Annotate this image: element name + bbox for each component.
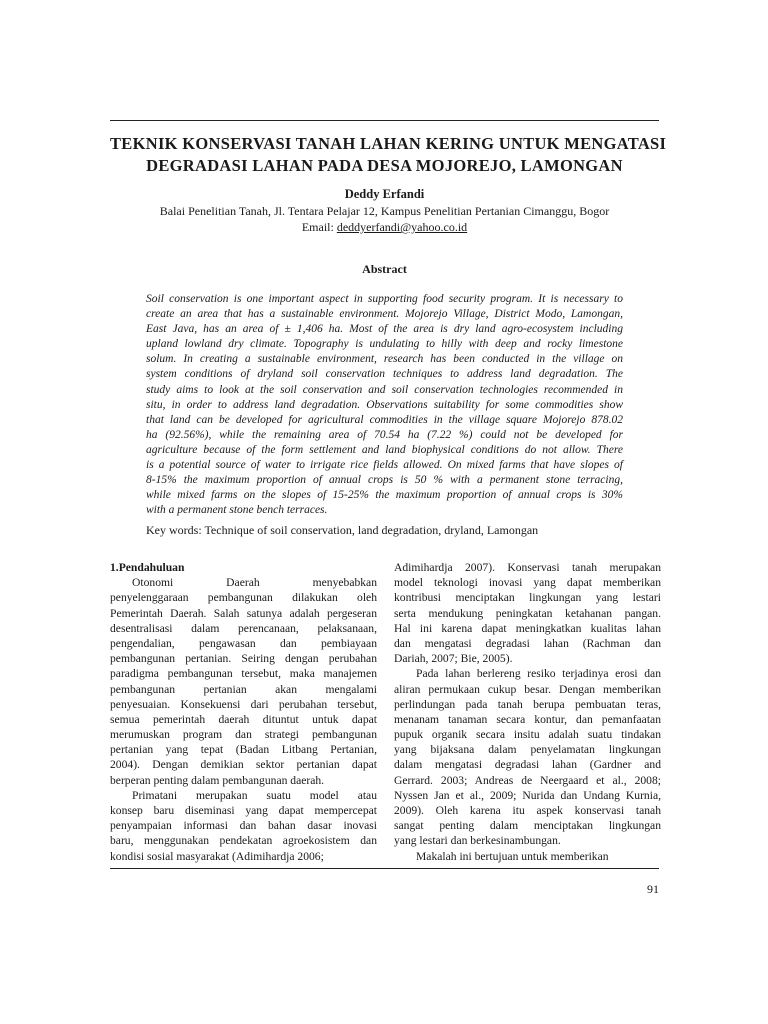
body-line: Gerrard. 2003; Andreas de Neergaard et al., 2008; (394, 773, 661, 787)
right-column (394, 560, 661, 864)
author-affiliation: Balai Penelitian Tanah, Jl. Tentara Pelajar 12, Kampus Penelitian Pertanian Cimanggu, Bogor (159, 204, 610, 218)
paper-title (110, 133, 667, 177)
body-line: pupuk organik secara insitu adalah suatu tindakan (394, 728, 661, 742)
abstract-line: East Java, has an area of ± 1,406 ha. Most of the area is dry land agro-ecosystem including (146, 323, 623, 336)
email-link[interactable]: deddyerfandi@yahoo.co.id (336, 220, 468, 234)
body-line: penyampaian informasi dan bahan dasar inovasi (110, 819, 377, 833)
body-line: berperan penting dalam pembangunan daerah. (110, 773, 325, 787)
body-line: serta mendukung peningkatan ketahanan pangan. (394, 606, 661, 620)
body-line: kondisi sosial masyarakat (Adimihardja 2006; (110, 849, 324, 863)
abstract-line: is a potential source of water to irrigate rice fields allowed. On mixed farms that have slopes of (146, 459, 623, 472)
body-line: baru, menggunakan pendekatan agroekosistem dan (110, 834, 377, 848)
title-line-2: DEGRADASI LAHAN PADA DESA MOJOREJO, LAMONGAN (146, 156, 623, 175)
body-line: model teknologi inovasi yang dapat memberikan (394, 576, 661, 590)
body-line: menanam tanaman secara kontur, dan pemanfaatan (394, 712, 661, 726)
body-line: 2009). Oleh karena itu aspek konservasi tanah (394, 804, 661, 817)
abstract-line: 8-15% the maximum proportion of annual crops is 50 % with a permanent stone terracing, (146, 474, 623, 487)
body-line: kontribusi menciptakan lingkungan yang lestari (394, 591, 661, 605)
section-heading: 1.Pendahuluan (110, 561, 185, 574)
body-line: perlindungan pada tanah berupa pembuatan teras, (394, 697, 661, 711)
abstract-line: create an area that has a sustainable environment. Mojorejo Village, District Modo, Lamongan, (146, 308, 623, 321)
body-line: Pada lahan berlereng resiko terjadinya erosi dan (416, 667, 661, 681)
body-line: penyesuaian. Konsekuensi dari perubahan tersebut, (110, 697, 377, 711)
body-line: pembangunan pertanian akan mengalami (110, 682, 377, 696)
abstract-heading: Abstract (362, 262, 407, 276)
author-email (110, 219, 659, 235)
abstract-line: system conditions of dryland soil conservation techniques to address land degradation. The (146, 368, 623, 381)
body-line: desentralisasi dalam perencanaan, pelaksanaan, (110, 621, 377, 635)
top-rule (110, 120, 659, 121)
body-line: pembangunan pertanian. Seiring dengan perubahan (110, 652, 377, 666)
body-line: konsep baru diseminasi yang dapat mempercepat (110, 804, 377, 817)
abstract-line: situ, in order to address land degradation. Observations suitability for some commodities show (146, 398, 623, 411)
body-line: Adimihardja 2007). Konservasi tanah merupakan (394, 561, 661, 574)
body-line: pengendalian, pengawasan dan pembiayaan (110, 636, 377, 650)
body-line: Nyssen Jan et al., 2009; Nurida dan Undang Kurnia, (394, 788, 661, 802)
abstract-line: with a permanent stone bench terraces. (146, 504, 328, 517)
body-line: 2004). Dengan demikian sektor pertanian dapat (110, 758, 377, 772)
body-line: Otonomi Daerah menyebabkan (132, 576, 377, 590)
body-line: Primatani merupakan suatu model atau (132, 788, 377, 802)
abstract-line: ha (92.56%), while the remaining area of 70.54 ha (7.22 %) could not be developed for (146, 428, 623, 441)
abstract-line: that land can be developed for agricultural commodities in the village square Mojorejo 878.02 (146, 413, 623, 426)
author-name: Deddy Erfandi (344, 187, 425, 201)
keywords: Key words: Technique of soil conservation, land degradation, dryland, Lamongan (146, 523, 539, 537)
left-column (110, 560, 377, 864)
abstract-line: upland lowland dry climate. Topography is undulating to hilly with deep and rocky limestone (146, 338, 623, 351)
abstract-body (146, 292, 623, 518)
body-line: paradigma pembangunan tersebut, maka manajemen (110, 667, 377, 681)
body-line: penyelenggaraan pembangunan dilakukan oleh (110, 591, 377, 605)
body-line: aliran permukaan cukup besar. Dengan memberikan (394, 682, 661, 696)
title-line-1: TEKNIK KONSERVASI TANAH LAHAN KERING UNTUK MENGATASI (110, 134, 667, 153)
body-line: semua pemerintah daerah dituntut untuk dapat (110, 712, 377, 726)
body-line: dalam mengatasi degradasi lahan (Gardner and (394, 758, 661, 772)
bottom-rule (110, 868, 659, 869)
abstract-line: while mixed farms on the slopes of 15-25% the maximum proportion of annual crops is 30% (146, 489, 623, 502)
body-line: Hal ini karena dapat meningkatkan kualitas lahan (394, 621, 661, 635)
body-line: yang lestari dan berkesinambungan. (394, 834, 561, 848)
body-line: dan mengatasi degradasi lahan (Rachman dan (394, 636, 661, 650)
email-label: Email: (301, 220, 334, 234)
body-line: Dariah, 2007; Bie, 2005). (394, 652, 513, 666)
body-line: merumuskan program dan strategi pembangunan (110, 728, 377, 742)
abstract-line: Soil conservation is one important aspect in supporting food security program. It is necessary to (146, 293, 623, 305)
body-line: yang bijaksana dalam penyelamatan lingkungan (394, 743, 661, 757)
abstract-line: agriculture because of the form settlement and land biophysical conditions do not allow. There (146, 443, 623, 456)
body-line: pertanian yang tepat (Badan Litbang Pertanian, (110, 743, 377, 757)
body-line: sangat penting dalam menciptakan lingkungan (394, 819, 661, 833)
abstract-line: study aims to look at the soil conservation and soil conservation technologies recommended in (146, 383, 623, 396)
page-number: 91 (647, 882, 659, 896)
body-line: Makalah ini bertujuan untuk memberikan (416, 849, 609, 863)
abstract-line: solum. In creating a sustainable environment, research has been conducted in the village on (146, 353, 623, 366)
body-line: Pemerintah Daerah. Salah satunya adalah pergeseran (110, 606, 377, 620)
